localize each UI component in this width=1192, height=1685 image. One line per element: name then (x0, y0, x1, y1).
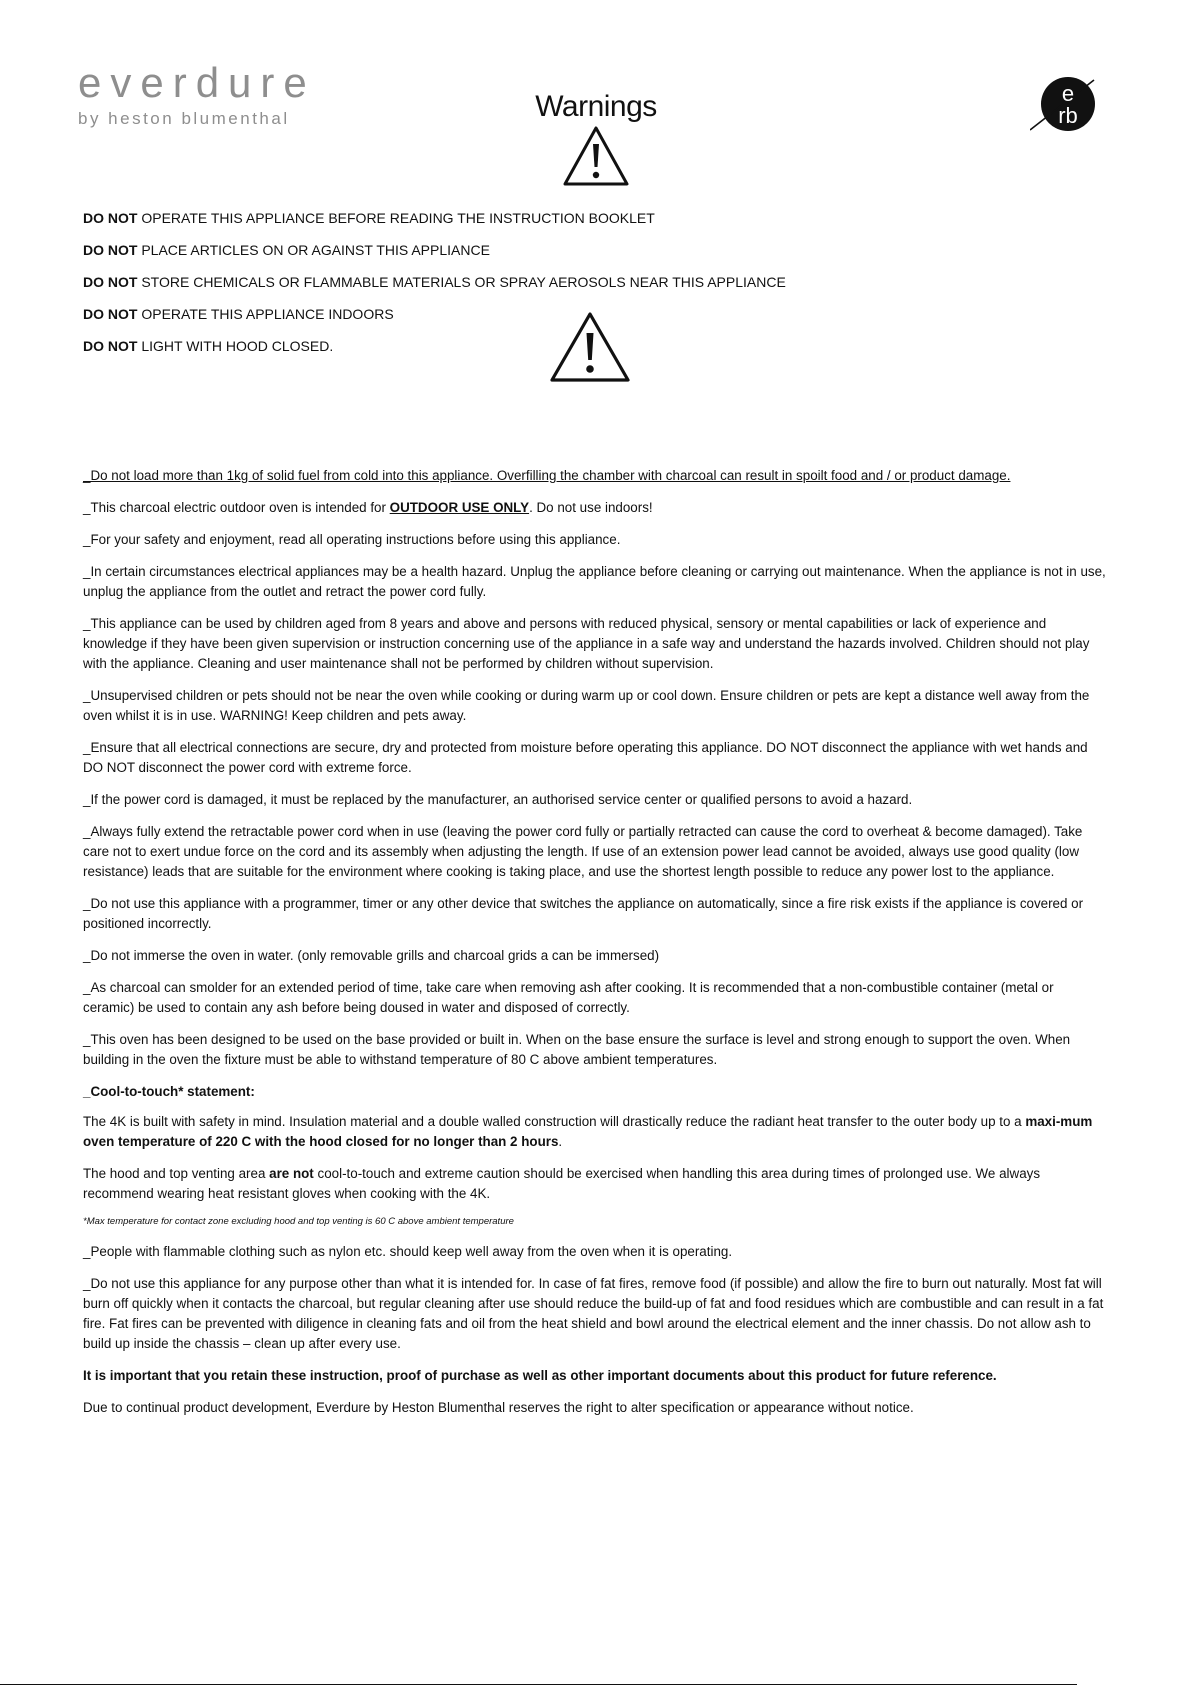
children-use-warning: _This appliance can be used by children aged from 8 years and above and persons with reduced physical, sensory or mental capabilities or lack of experience and knowledge if they have been given supervision or instruction concerning use of the appliance in a safe way and understand the hazards involved. Children should not play with the appliance. Cleaning and user maintenance shall not be performed by children without supervision. (83, 616, 1090, 671)
warning-triangle-icon (562, 125, 630, 192)
safety-instructions (83, 466, 1108, 1430)
retain-documents-note: It is important that you retain these instruction, proof of purchase as well as other important documents about this product for future reference. (83, 1368, 997, 1383)
warning-line: DO NOT OPERATE THIS APPLIANCE INDOORS (83, 306, 394, 322)
read-instructions-note: _For your safety and enjoyment, read all operating instructions before using this appliance. (83, 532, 621, 547)
flammable-clothing-warning: _People with flammable clothing such as nylon etc. should keep well away from the oven when it is operating. (83, 1244, 733, 1259)
temperature-footnote: *Max temperature for contact zone excluding hood and top venting is 60 C above ambient temperature (83, 1216, 514, 1227)
warning-line: DO NOT OPERATE THIS APPLIANCE BEFORE READING THE INSTRUCTION BOOKLET (83, 210, 655, 226)
ash-removal-warning: _As charcoal can smolder for an extended period of time, take care when removing ash after cooking. It is recommended that a non-combustible container (metal or ceramic) be used to contain any ash before being doused in water and disposed of correctly. (83, 980, 1054, 1015)
svg-text:rb: rb (1058, 103, 1078, 128)
timer-warning: _Do not use this appliance with a programmer, timer or any other device that switches the appliance on automatically, since a fire risk exists if the appliance is covered or positioned incorrectly. (83, 896, 1084, 931)
logo-tagline: by heston blumenthal (78, 109, 290, 128)
cool-to-touch-statement: The 4K is built with safety in mind. Insulation material and a double walled construction will drastically reduce the radiant heat transfer to the outer body up to a maxi-mum oven temperature of 220 C with the hood closed for no longer than 2 hours. (83, 1114, 1093, 1149)
product-development-disclaimer: Due to continual product development, Everdure by Heston Blumenthal reserves the right to alter specification or appearance without notice. (83, 1400, 914, 1415)
power-cord-damage-warning: _If the power cord is damaged, it must be replaced by the manufacturer, an authorised service center or qualified persons to avoid a hazard. (83, 792, 913, 807)
power-cord-extension-warning: _Always fully extend the retractable power cord when in use (leaving the power cord fully or partially retracted can cause the cord to overheat & become damaged). Take care not to exert undue force on the cord and its assembly when adjusting the length. If use of an extension power lead cannot be avoided, always use good quality (low resistance) leads that are suitable for the environment where cooking is taking place, and use the shortest length possible to reduce any power lost to the appliance. (83, 824, 1083, 879)
logo-wordmark: everdure (78, 59, 316, 106)
warning-line: DO NOT PLACE ARTICLES ON OR AGAINST THIS APPLIANCE (83, 242, 490, 258)
electrical-hazard-warning: _In certain circumstances electrical appliances may be a health hazard. Unplug the appliance before cleaning or carrying out maintenance. When the appliance is not in use, unplug the appliance from the outlet and retract the power cord fully. (83, 564, 1106, 599)
fuel-load-warning: _Do not load more than 1kg of solid fuel from cold into this appliance. Overfilling the chamber with charcoal can result in spoilt food and / or product damage. (83, 468, 1011, 483)
page-title: Warnings (535, 90, 657, 123)
immersion-warning: _Do not immerse the oven in water. (only removable grills and charcoal grids a can be immersed) (83, 948, 660, 963)
base-installation-warning: _This oven has been designed to be used on the base provided or built in. When on the base ensure the surface is level and strong enough to support the oven. When building in the oven the fixture must be able to withstand temperature of 80 C above ambient temperatures. (83, 1032, 1071, 1067)
electrical-connections-warning: _Ensure that all electrical connections are secure, dry and protected from moisture before operating this appliance. DO NOT disconnect the appliance with wet hands and DO NOT disconnect the power cord with extreme force. (83, 740, 1088, 775)
svg-text:e: e (1061, 81, 1075, 106)
hood-caution-note: The hood and top venting area are not cool-to-touch and extreme caution should be exercised when handling this area during times of prolonged use. We always recommend wearing heat resistant gloves when cooking with the 4K. (83, 1166, 1041, 1201)
upper-warning-list (83, 209, 786, 369)
outdoor-use-warning: _This charcoal electric outdoor oven is intended for OUTDOOR USE ONLY. Do not use indoors! (83, 500, 653, 515)
children-pets-warning: _Unsupervised children or pets should not be near the oven while cooking or during warm up or cool down. Ensure children or pets are kept a distance well away from the oven whilst it is in use. WARNING! Keep children and pets away. (83, 688, 1090, 723)
cool-to-touch-heading: _Cool-to-touch* statement: (83, 1084, 255, 1099)
erb-badge-logo (1030, 76, 1098, 137)
warning-line: DO NOT STORE CHEMICALS OR FLAMMABLE MATERIALS OR SPRAY AEROSOLS NEAR THIS APPLIANCE (83, 274, 786, 290)
fat-fire-warning: _Do not use this appliance for any purpose other than what it is intended for. In case of fat fires, remove food (if possible) and allow the fire to burn out naturally. Most fat will burn off quickly when it contacts the charcoal, but regular cleaning after use should reduce the build-up of fat and food residues which are combustible and can result in a fat fire. Fat fires can be prevented with diligence in cleaning fats and oil from the heat shield and bowl around the electrical element and the inner chassis. Do not allow ash to build up inside the chassis – clean up after every use. (83, 1276, 1104, 1351)
warning-line: DO NOT LIGHT WITH HOOD CLOSED. (83, 338, 334, 354)
